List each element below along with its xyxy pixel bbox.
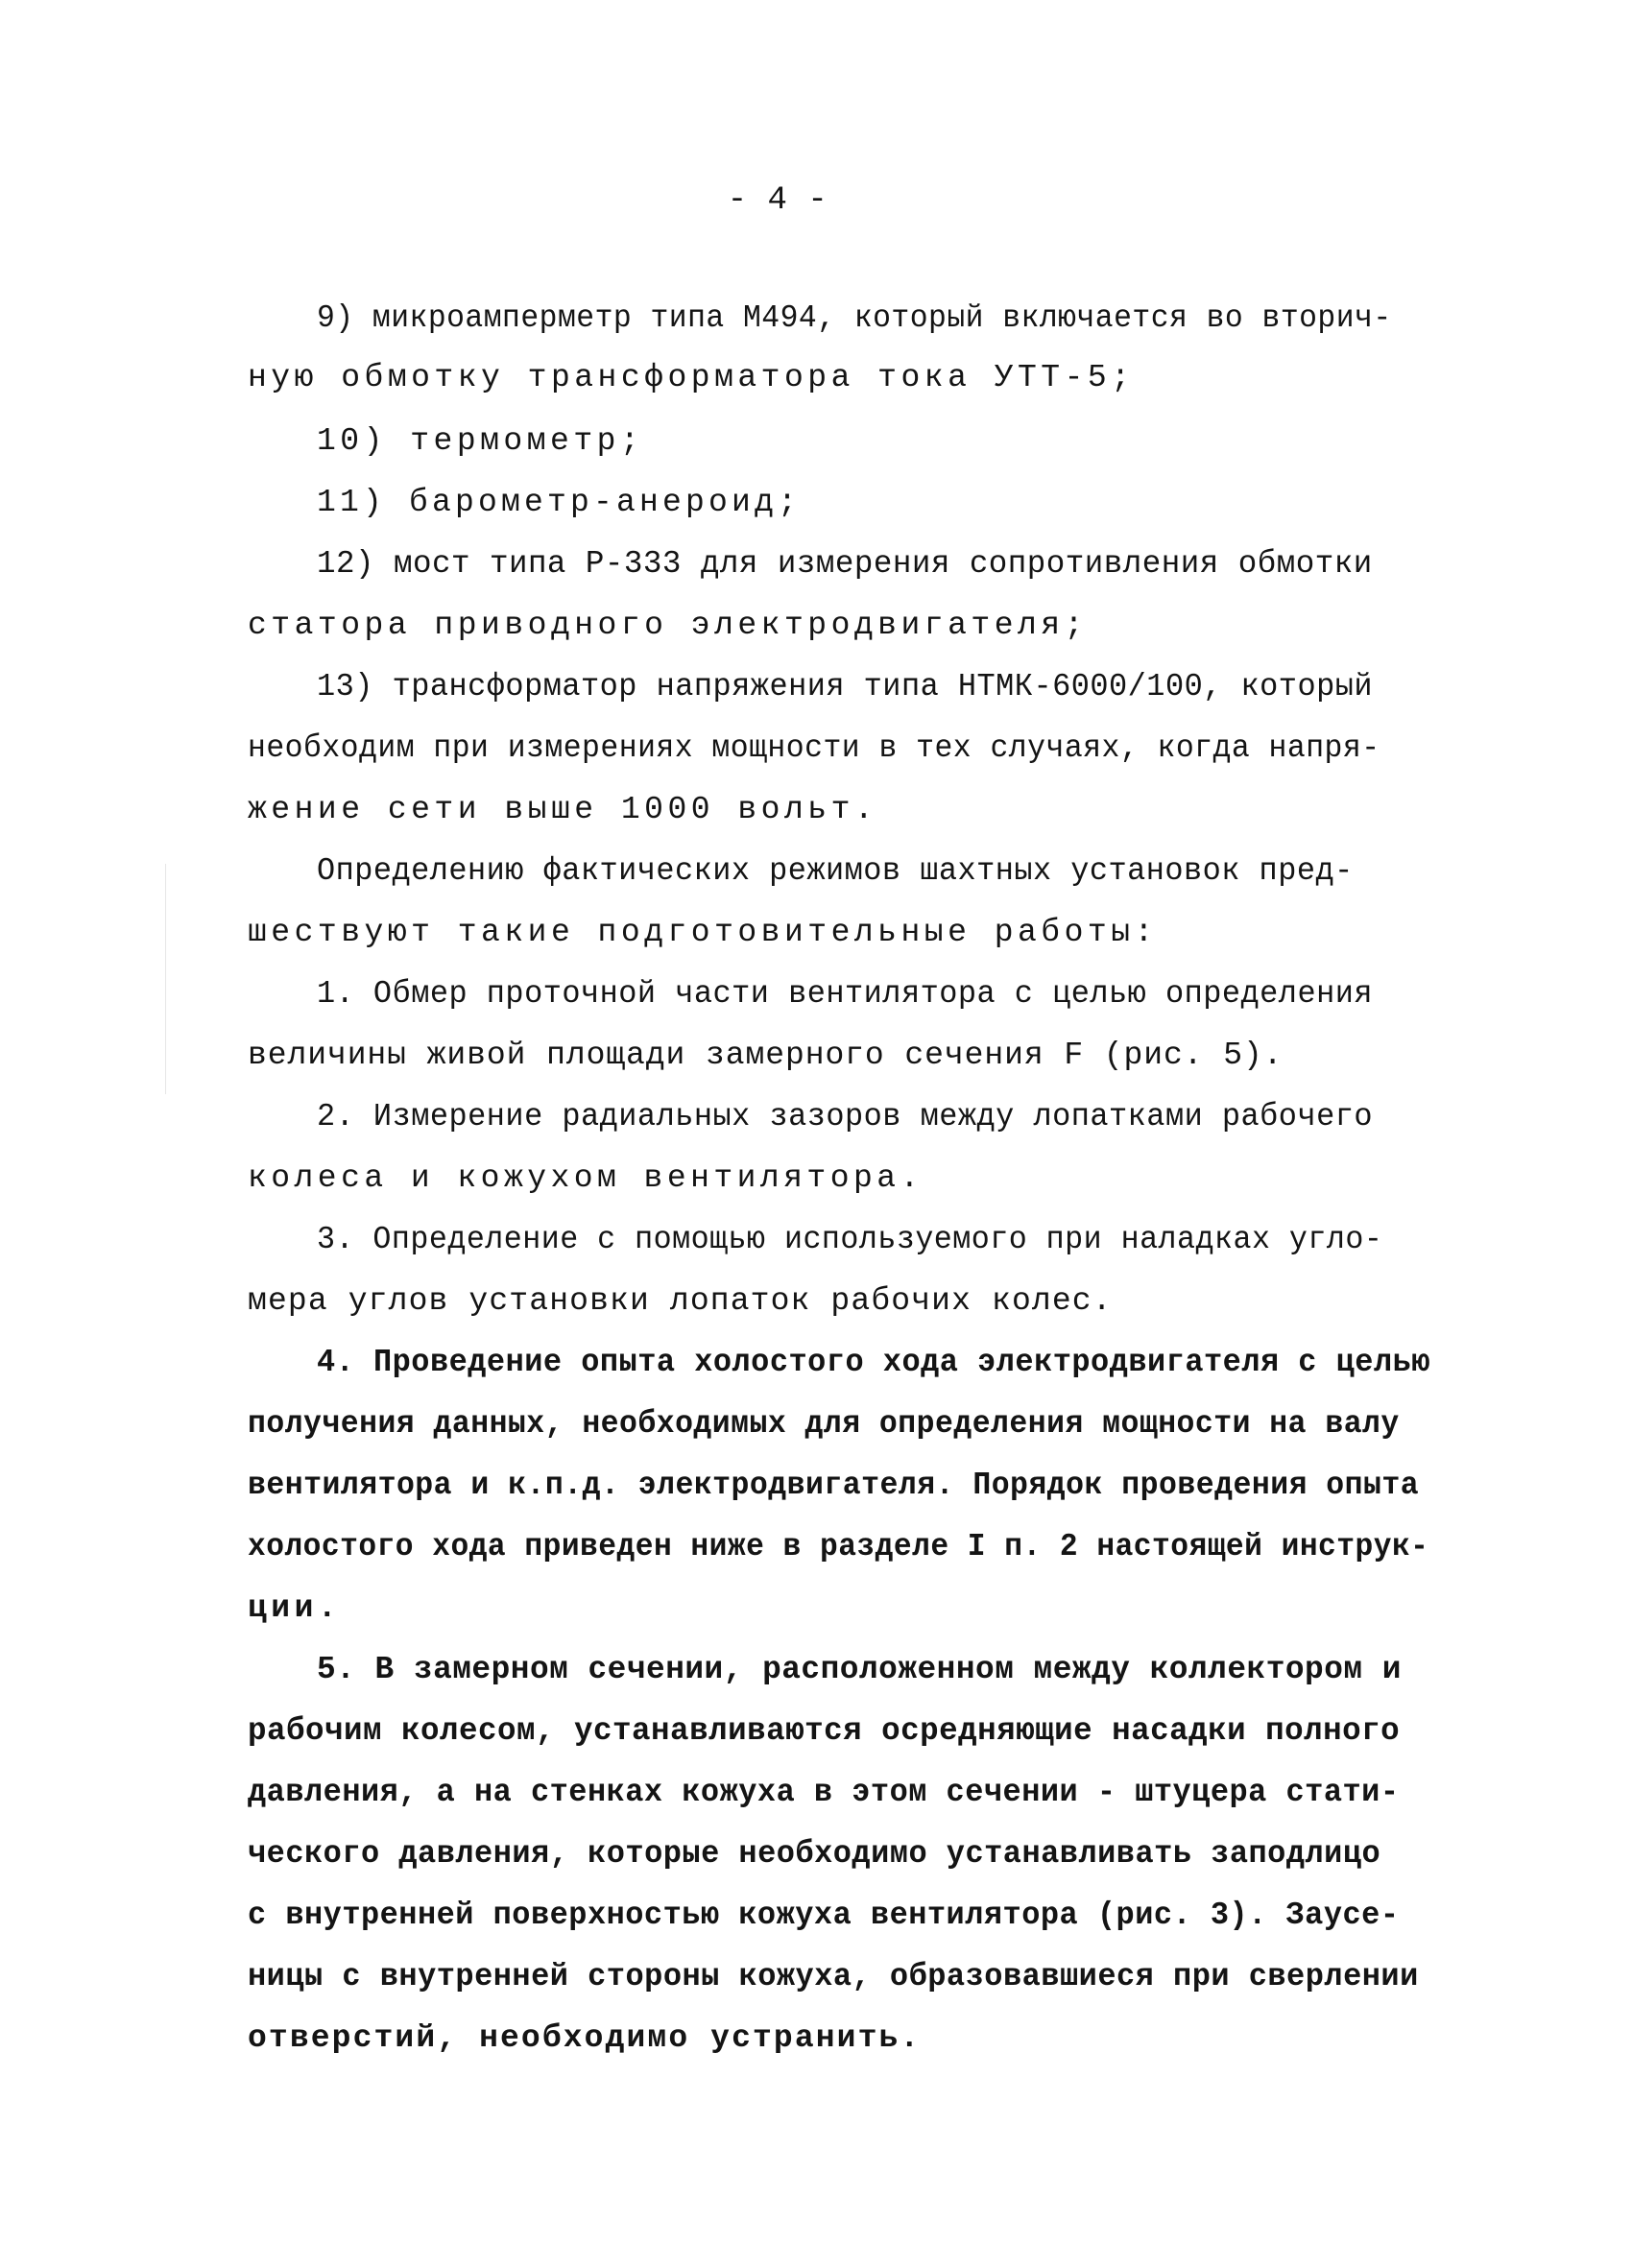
text-line: колеса и кожухом вентилятора. <box>248 1160 924 1196</box>
text-line: Определению фактических режимов шахтных установок пред- <box>317 853 1354 889</box>
text-line: величины живой площади замерного сечения F (рис. 5). <box>248 1038 1284 1073</box>
text-line: ницы с внутренней стороны кожуха, образовавшиеся при сверлении <box>248 1959 1419 1994</box>
text-line: 4. Проведение опыта холостого хода электродвигателя с целью <box>317 1345 1430 1380</box>
text-line: ции. <box>248 1590 342 1626</box>
text-line: 3. Определение с помощью используемого при наладках угло- <box>317 1222 1383 1257</box>
text-line: ческого давления, которые необходимо устанавливать заподлицо <box>248 1836 1381 1872</box>
page-number: - 4 - <box>727 182 828 219</box>
text-line: необходим при измерениях мощности в тех случаях, когда напря- <box>248 730 1380 766</box>
text-line: получения данных, необходимых для определения мощности на валу <box>248 1406 1400 1442</box>
text-line: 5. В замерном сечении, расположенном между коллектором и <box>317 1652 1402 1687</box>
text-line: 11) барометр-анероид; <box>317 485 802 520</box>
text-line: 13) трансформатор напряжения типа НТМК-6000/100, который <box>317 669 1374 704</box>
text-line: мера углов установки лопаток рабочих колес. <box>248 1283 1113 1319</box>
text-line: жение сети выше 1000 вольт. <box>248 792 878 827</box>
text-line: ную обмотку трансформатора тока УТТ-5; <box>248 360 1135 395</box>
text-line: 9) микроамперметр типа М494, который включается во вторич- <box>317 300 1392 336</box>
text-line: 2. Измерение радиальных зазоров между лопатками рабочего <box>317 1099 1374 1134</box>
text-line: давления, а на стенках кожуха в этом сечении - штуцера стати- <box>248 1775 1400 1810</box>
text-line: 1. Обмер проточной части вентилятора с целью определения <box>317 976 1374 1012</box>
text-line: 10) термометр; <box>317 423 644 459</box>
text-line: 12) мост типа Р-333 для измерения сопротивления обмотки <box>317 546 1373 582</box>
text-line: рабочим колесом, устанавливаются осредняющие насадки полного <box>248 1713 1401 1749</box>
margin-rule <box>165 864 166 1094</box>
text-line: холостого хода приведен ниже в разделе I п. 2 настоящей инструк- <box>248 1529 1429 1564</box>
text-line: шествуют такие подготовительные работы: <box>248 915 1158 950</box>
text-line: отверстий, необходимо устранить. <box>248 2020 922 2056</box>
text-line: статора приводного электродвигателя; <box>248 608 1088 643</box>
text-line: с внутренней поверхностью кожуха вентилятора (рис. 3). Заусе- <box>248 1898 1400 1933</box>
text-line: вентилятора и к.п.д. электродвигателя. Порядок проведения опыта <box>248 1468 1420 1503</box>
